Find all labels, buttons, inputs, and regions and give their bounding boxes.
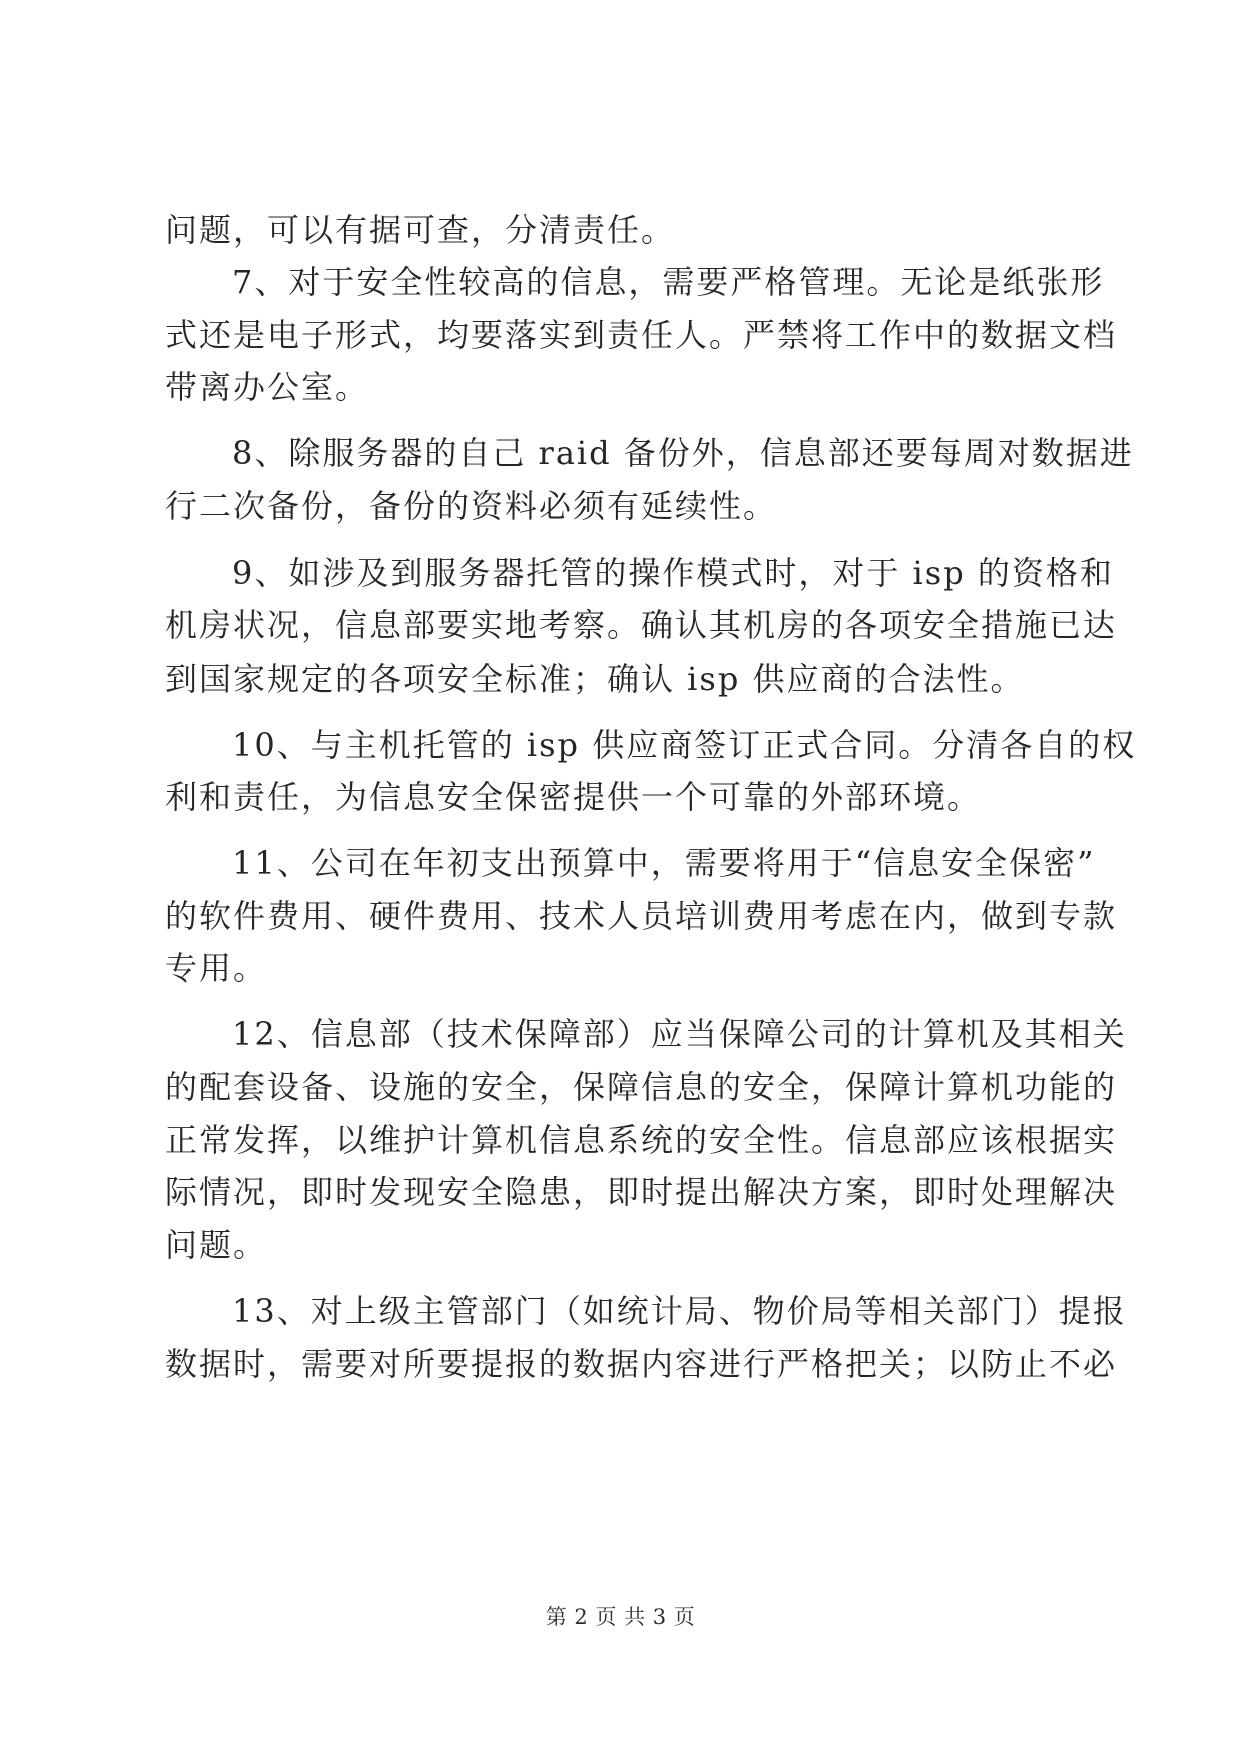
body-text-line: 13、对上级主管部门（如统计局、物价局等相关部门）提报 (232, 1292, 1127, 1330)
body-text-line: 利和责任，为信息安全保密提供一个可靠的外部环境。 (165, 778, 982, 816)
body-text-line: 问题。 (165, 1226, 268, 1264)
body-text-line: 数据时，需要对所要提报的数据内容进行严格把关；以防止不必 (165, 1345, 1118, 1383)
body-text-line: 10、与主机托管的 isp 供应商签订正式合同。分清各自的权 (232, 726, 1137, 764)
body-text-line: 机房状况，信息部要实地考察。确认其机房的各项安全措施已达 (165, 606, 1118, 644)
body-text-line: 7、对于安全性较高的信息，需要严格管理。无论是纸张形 (232, 263, 1105, 301)
body-text-line: 到国家规定的各项安全标准；确认 isp 供应商的合法性。 (165, 660, 1025, 698)
body-text-line: 问题，可以有据可查，分清责任。 (165, 211, 676, 249)
body-text-line: 专用。 (165, 949, 268, 987)
body-text-line: 11、公司在年初支出预算中，需要将用于“信息安全保密” (232, 844, 1096, 882)
body-text-line: 8、除服务器的自己 raid 备份外，信息部还要每周对数据进 (232, 434, 1134, 472)
page-number-footer: 第 2 页 共 3 页 (545, 1605, 696, 1629)
body-text-line: 12、信息部（技术保障部）应当保障公司的计算机及其相关 (232, 1015, 1127, 1053)
body-text-line: 的软件费用、硬件费用、技术人员培训费用考虑在内，做到专款 (165, 897, 1118, 935)
body-text-line: 式还是电子形式，均要落实到责任人。严禁将工作中的数据文档 (165, 316, 1118, 354)
body-text-line: 正常发挥，以维护计算机信息系统的安全性。信息部应该根据实 (165, 1121, 1118, 1159)
body-text-line: 9、如涉及到服务器托管的操作模式时，对于 isp 的资格和 (232, 554, 1114, 592)
body-text-line: 行二次备份，备份的资料必须有延续性。 (165, 487, 778, 525)
body-text-line: 带离办公室。 (165, 368, 370, 406)
body-text-line: 际情况，即时发现安全隐患，即时提出解决方案，即时处理解决 (165, 1173, 1118, 1211)
body-text-line: 的配套设备、设施的安全，保障信息的安全，保障计算机功能的 (165, 1068, 1118, 1106)
